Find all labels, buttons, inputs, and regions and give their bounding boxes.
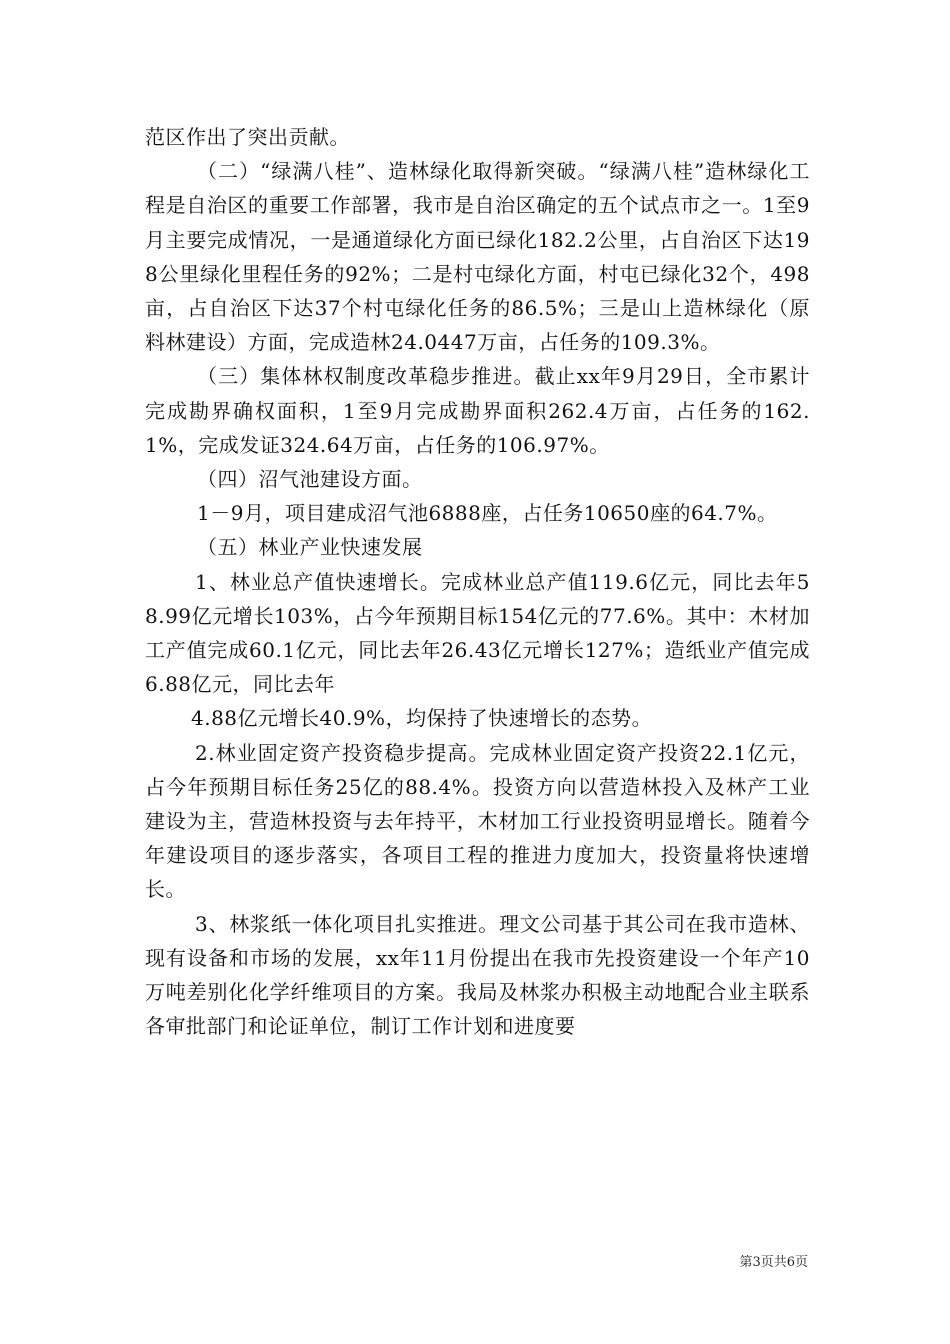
paragraph-section-3: （三）集体林权制度改革稳步推进。截止xx年9月29日，全市累计完成勘界确权面积，1至9月完成勘界面积262.4万亩，占任务的162.1%，完成发证324.64万亩，占任务的106.97%。 (145, 364, 810, 457)
paragraph-item-1-continued: 4.88亿元增长40.9%，均保持了快速增长的态势。 (191, 706, 653, 731)
paragraph-item-3: 3、林浆纸一体化项目扎实推进。理文公司基于其公司在我市造林、现有设备和市场的发展，xx年11月份提出在我市先投资建设一个年产10万吨差别化化学纤维项目的方案。我局及林浆办积极主动地配合业主联系各审批部门和论证单位，制订工作计划和进度要 (145, 911, 810, 1039)
page-number-footer: 第3页共6页 (739, 1255, 808, 1270)
paragraph-section-4-body: 1－9月，项目建成沼气池6888座，占任务10650座的64.7%。 (197, 501, 778, 526)
document-body (145, 120, 810, 1043)
paragraph-section-5-heading: （五）林业产业快速发展 (197, 535, 423, 560)
paragraph-item-1: 1、林业总产值快速增长。完成林业总产值119.6亿元，同比去年58.99亿元增长103%，占今年预期目标154亿元的77.6%。其中：木材加工产值完成60.1亿元，同比去年26.43亿元增长127%；造纸业产值完成6.88亿元，同比去年 (145, 569, 810, 697)
paragraph-section-2: （二）“绿满八桂”、造林绿化取得新突破。“绿满八桂”造林绿化工程是自治区的重要工作部署，我市是自治区确定的五个试点市之一。1至9月主要完成情况，一是通道绿化方面已绿化182.2公里，占自治区下达198公里绿化里程任务的92%；二是村屯绿化方面，村屯已绿化32个，498亩，占自治区下达37个村屯绿化任务的86.5%；三是山上造林绿化（原料林建设）方面，完成造林24.0447万亩，占任务的109.3%。 (145, 159, 810, 355)
paragraph-continuation: 范区作出了突出贡献。 (145, 125, 350, 149)
paragraph-item-2: 2.林业固定资产投资稳步提高。完成林业固定资产投资22.1亿元，占今年预期目标任务25亿的88.4%。投资方向以营造林投入及林产工业建设为主，营造林投资与去年持平，木材加工行业投资明显增长。随着今年建设项目的逐步落实，各项目工程的推进力度加大，投资量将快速增长。 (145, 740, 810, 902)
paragraph-section-4-heading: （四）沼气池建设方面。 (197, 467, 423, 492)
